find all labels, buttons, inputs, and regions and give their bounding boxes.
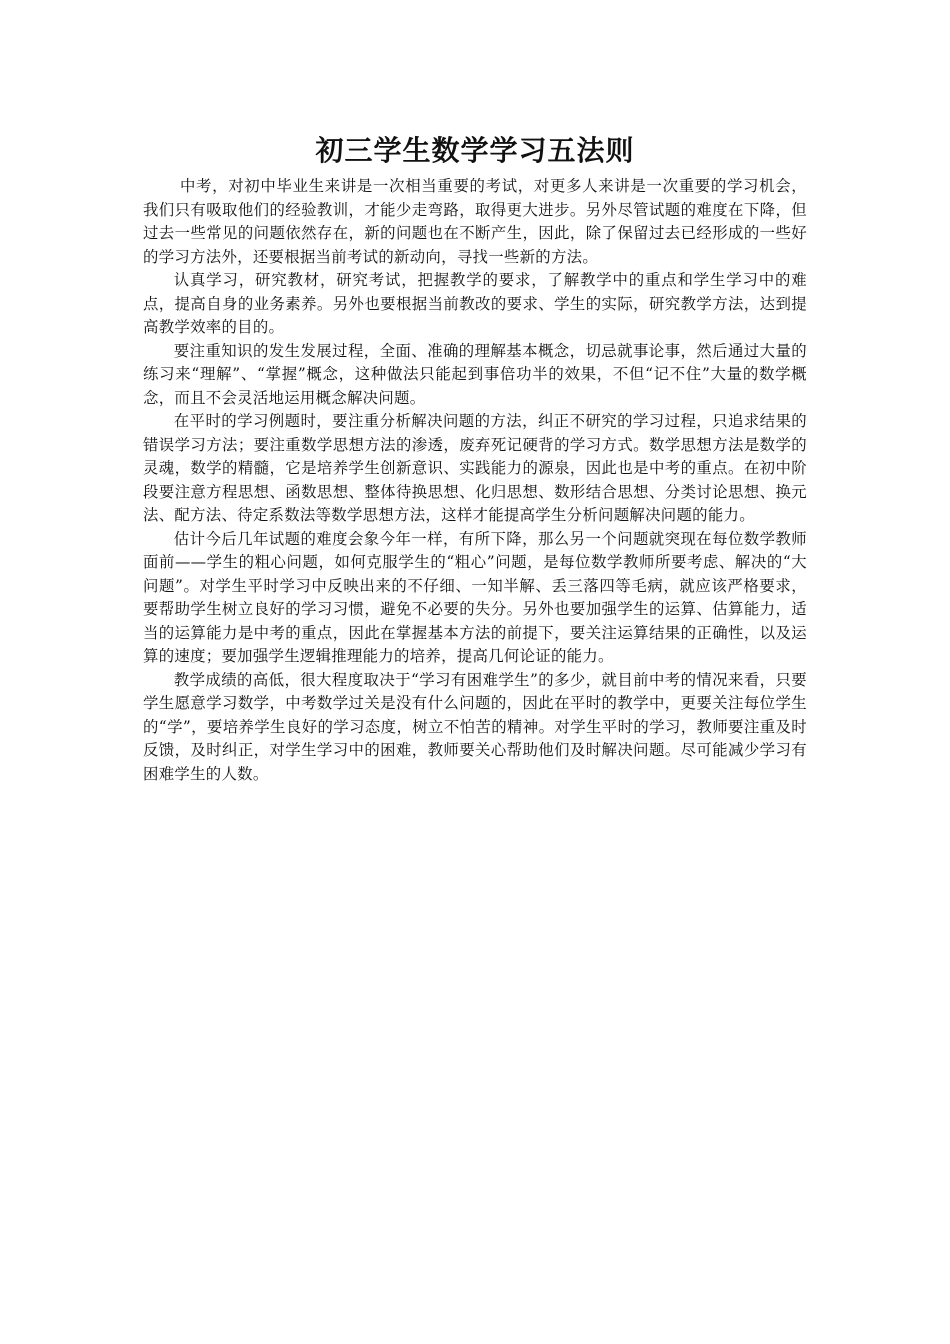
paragraph-thinking-methods: 在平时的学习例题时，要注重分析解决问题的方法，纠正不研究的学习过程，只追求结果的错误学习方法；要注重数学思想方法的渗透，废弃死记硬背的学习方式。数学思想方法是数学的灵魂，数学的精髓，它是培养学生创新意识、实践能力的源泉，因此也是中考的重点。在初中阶段要注意方程思想、函数思想、整体待换思想、化归思想、数形结合思想、分类讨论思想、换元法、配方法、待定系数法等数学思想方法，这样才能提高学生分析问题解决问题的能力。 [143, 412, 807, 524]
document-title: 初三学生数学学习五法则 [315, 134, 635, 167]
paragraph-struggling-students: 教学成绩的高低，很大程度取决于“学习有困难学生”的多少，就目前中考的情况来看，只要学生愿意学习数学，中考数学过关是没有什么问题的，因此在平时的教学中，更要关注每位学生的“学”，要培养学生良好的学习态度，树立不怕苦的精神。对学生平时的学习，教师要注重及时反馈，及时纠正，对学生学习中的困难，教师要关心帮助他们及时解决问题。尽可能减少学习有困难学生的人数。 [143, 670, 807, 783]
paragraph-concepts: 要注重知识的发生发展过程，全面、准确的理解基本概念，切忌就事论事，然后通过大量的练习来“理解”、“掌握”概念，这种做法只能起到事倍功半的效果，不但“记不住”大量的数学概念，而且不会灵活地运用概念解决问题。 [143, 341, 807, 407]
document-body [143, 175, 807, 786]
paragraph-intro: 中考，对初中毕业生来讲是一次相当重要的考试，对更多人来讲是一次重要的学习机会，我们只有吸取他们的经验教训，才能少走弯路，取得更大进步。另外尽管试题的难度在下降，但过去一些常见的问题依然存在，新的问题也在不断产生，因此，除了保留过去已经形成的一些好的学习方法外，还要根据当前考试的新动向，寻找一些新的方法。 [143, 177, 807, 266]
paragraph-study-materials: 认真学习，研究教材，研究考试，把握教学的要求，了解教学中的重点和学生学习中的难点，提高自身的业务素养。另外也要根据当前教改的要求、学生的实际，研究教学方法，达到提高教学效率的目的。 [143, 271, 807, 336]
paragraph-carelessness: 估计今后几年试题的难度会象今年一样，有所下降，那么另一个问题就突现在每位数学教师面前——学生的粗心问题，如何克服学生的“粗心”问题，是每位数学教师所要考虑、解决的“大问题”。对学生平时学习中反映出来的不仔细、一知半解、丢三落四等毛病，就应该严格要求，要帮助学生树立良好的学习习惯，避免不必要的失分。另外也要加强学生的运算、估算能力，适当的运算能力是中考的重点，因此在掌握基本方法的前提下，要关注运算结果的正确性，以及运算的速度；要加强学生逻辑推理能力的培养，提高几何论证的能力。 [143, 529, 807, 665]
